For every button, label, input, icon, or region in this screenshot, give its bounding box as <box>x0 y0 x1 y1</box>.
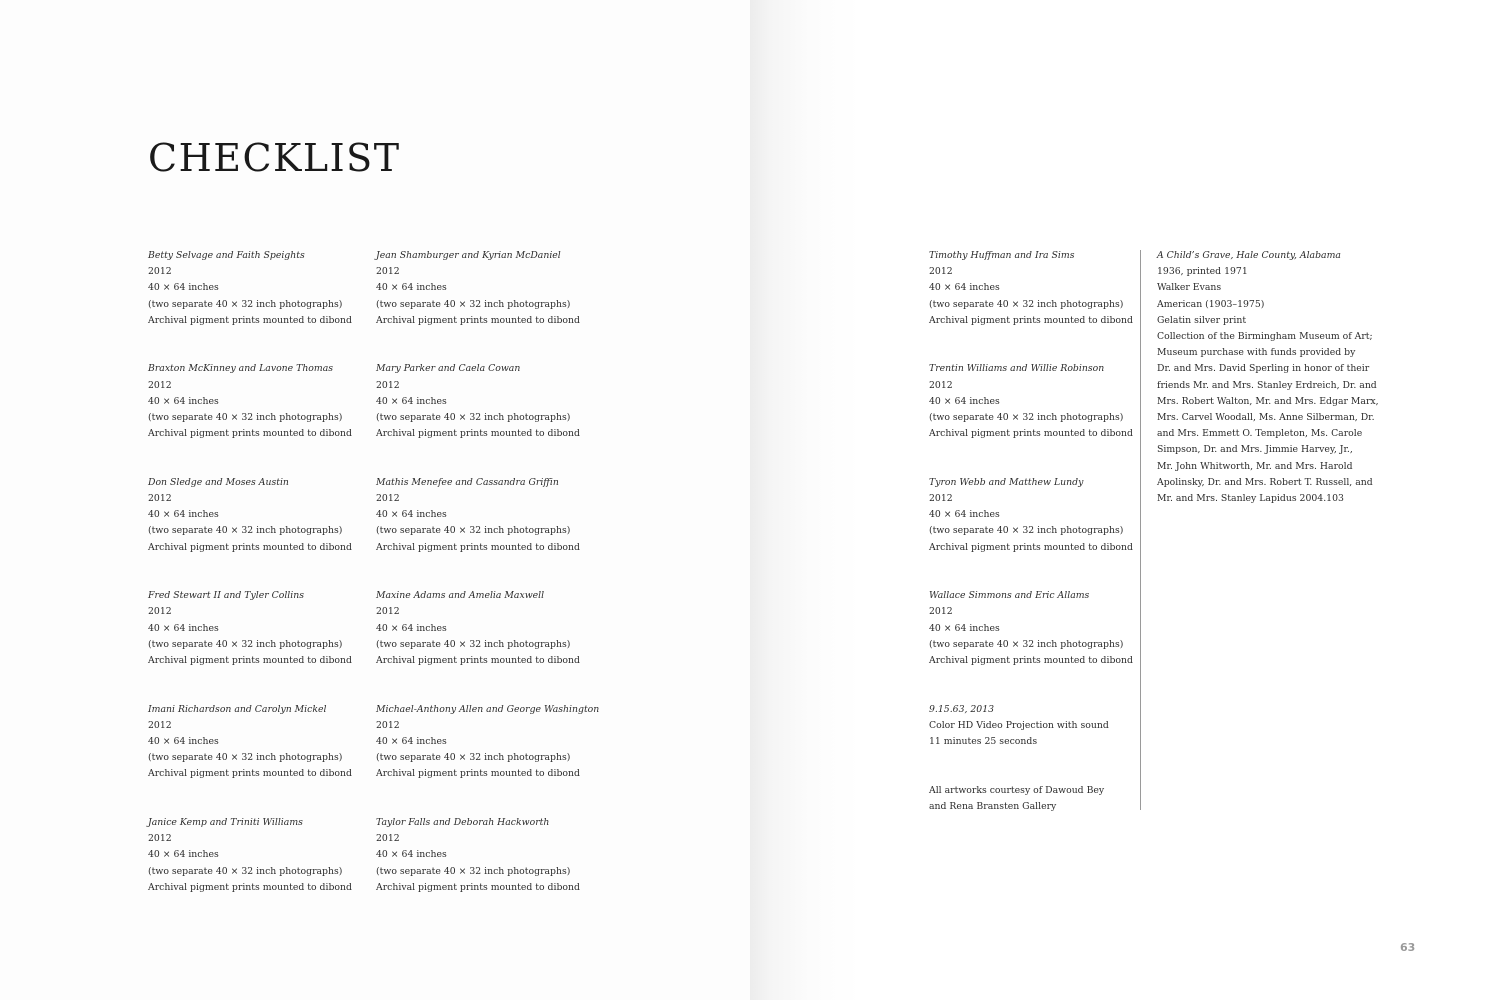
artwork-detail: 40 × 64 inches <box>376 736 447 748</box>
artwork-detail: 40 × 64 inches <box>376 849 447 861</box>
page-title: CHECKLIST <box>148 136 401 180</box>
artwork-title: Mary Parker and Caela Cowan <box>376 363 521 375</box>
artwork-detail: Archival pigment prints mounted to dibond <box>148 881 352 893</box>
artwork-detail: 2012 <box>376 379 400 391</box>
artwork-title: Michael-Anthony Allen and George Washington <box>376 703 600 715</box>
artwork-detail: 2012 <box>148 719 172 731</box>
artwork-detail: 40 × 64 inches <box>148 736 219 748</box>
checklist-entry <box>929 248 1134 329</box>
artwork-detail: Archival pigment prints mounted to dibond <box>929 655 1133 667</box>
artwork-detail: (two separate 40 × 32 inch photographs) <box>148 298 343 310</box>
artwork-detail: 40 × 64 inches <box>376 622 447 634</box>
artwork-detail: Archival pigment prints mounted to dibond <box>148 655 352 667</box>
artwork-detail: (two separate 40 × 32 inch photographs) <box>929 638 1124 650</box>
checklist-entry <box>376 702 606 783</box>
artwork-title: A Child’s Grave, Hale County, Alabama <box>1157 250 1341 261</box>
checklist-entry <box>148 248 363 329</box>
artwork-detail: Simpson, Dr. and Mrs. Jimmie Harvey, Jr., <box>1157 444 1353 456</box>
artwork-detail: 2012 <box>376 606 400 618</box>
artwork-detail: 40 × 64 inches <box>148 395 219 407</box>
artwork-detail: Archival pigment prints mounted to dibond <box>376 655 580 667</box>
checklist-entry <box>376 248 606 329</box>
checklist-column-1 <box>148 248 363 928</box>
artwork-detail: 2012 <box>148 493 172 505</box>
artwork-detail: 2012 <box>929 379 953 391</box>
artwork-detail: Walker Evans <box>1157 282 1222 294</box>
artwork-title: Wallace Simmons and Eric Allams <box>929 590 1090 602</box>
column-divider <box>1140 250 1141 810</box>
artwork-detail: 2012 <box>376 266 400 278</box>
artwork-title: Timothy Huffman and Ira Sims <box>929 250 1075 261</box>
artwork-detail: Archival pigment prints mounted to dibond <box>148 428 352 440</box>
artwork-detail: Collection of the Birmingham Museum of Art; <box>1157 331 1373 343</box>
artwork-detail: Archival pigment prints mounted to dibond <box>376 768 580 780</box>
artwork-detail: Color HD Video Projection with sound <box>929 719 1109 731</box>
artwork-detail: (two separate 40 × 32 inch photographs) <box>148 752 343 764</box>
artwork-title: 9.15.63, 2013 <box>929 703 995 715</box>
checklist-entry <box>929 361 1134 442</box>
checklist-column-2 <box>376 248 606 928</box>
artwork-detail: 2012 <box>929 266 953 278</box>
artwork-detail: 40 × 64 inches <box>148 622 219 634</box>
artwork-detail: (two separate 40 × 32 inch photographs) <box>929 412 1124 424</box>
artwork-detail: Mr. John Whitworth, Mr. and Mrs. Harold <box>1157 460 1353 472</box>
artwork-title: Don Sledge and Moses Austin <box>148 476 289 488</box>
artwork-detail: (two separate 40 × 32 inch photographs) <box>148 412 343 424</box>
artwork-title: Mathis Menefee and Cassandra Griffin <box>376 476 559 488</box>
artwork-detail: 2012 <box>929 606 953 618</box>
artwork-detail: 40 × 64 inches <box>929 509 1000 521</box>
artwork-title: Janice Kemp and Triniti Williams <box>148 817 303 829</box>
artwork-detail: (two separate 40 × 32 inch photographs) <box>376 752 571 764</box>
artwork-detail: Archival pigment prints mounted to dibond <box>929 314 1133 326</box>
artwork-title: Betty Selvage and Faith Speights <box>148 250 305 261</box>
artwork-detail: Archival pigment prints mounted to dibond <box>376 541 580 553</box>
artwork-detail: and Mrs. Emmett O. Templeton, Ms. Carole <box>1157 428 1363 440</box>
artwork-detail: (two separate 40 × 32 inch photographs) <box>929 525 1124 537</box>
artwork-detail: 40 × 64 inches <box>929 622 1000 634</box>
checklist-entry <box>929 588 1134 669</box>
artwork-detail: 40 × 64 inches <box>929 395 1000 407</box>
artwork-detail: 2012 <box>148 266 172 278</box>
artwork-detail: 40 × 64 inches <box>148 849 219 861</box>
artwork-title: Fred Stewart II and Tyler Collins <box>148 590 304 602</box>
artwork-detail: American (1903–1975) <box>1157 298 1265 310</box>
artwork-detail: 40 × 64 inches <box>148 282 219 294</box>
courtesy-line: All artworks courtesy of Dawoud Bey <box>929 785 1105 796</box>
artwork-detail: 40 × 64 inches <box>376 509 447 521</box>
artwork-detail: 2012 <box>376 833 400 845</box>
artwork-detail: Archival pigment prints mounted to dibond <box>148 768 352 780</box>
artwork-detail: Archival pigment prints mounted to dibond <box>148 541 352 553</box>
checklist-column-3 <box>929 248 1134 783</box>
artwork-detail: Archival pigment prints mounted to dibond <box>376 314 580 326</box>
artwork-detail: Archival pigment prints mounted to dibond <box>376 881 580 893</box>
artwork-title: Tyron Webb and Matthew Lundy <box>929 476 1084 488</box>
walker-evans-entry <box>1157 248 1379 507</box>
artwork-title: Taylor Falls and Deborah Hackworth <box>376 817 550 829</box>
artwork-detail: (two separate 40 × 32 inch photographs) <box>376 525 571 537</box>
checklist-entry <box>376 815 606 896</box>
artwork-detail: 2012 <box>376 493 400 505</box>
checklist-entry <box>376 588 606 669</box>
artwork-detail: Archival pigment prints mounted to dibond <box>376 428 580 440</box>
courtesy-line: and Rena Bransten Gallery <box>929 801 1057 813</box>
artwork-title: Imani Richardson and Carolyn Mickel <box>148 703 327 715</box>
artwork-detail: (two separate 40 × 32 inch photographs) <box>376 412 571 424</box>
artwork-detail: (two separate 40 × 32 inch photographs) <box>148 865 343 877</box>
artwork-detail: 40 × 64 inches <box>929 282 1000 294</box>
artwork-detail: Apolinsky, Dr. and Mrs. Robert T. Russell, and <box>1157 476 1373 488</box>
checklist-entry <box>148 588 363 669</box>
artwork-detail: (two separate 40 × 32 inch photographs) <box>929 298 1124 310</box>
artwork-detail: Archival pigment prints mounted to dibond <box>929 428 1133 440</box>
artwork-detail: (two separate 40 × 32 inch photographs) <box>148 638 343 650</box>
artwork-detail: 40 × 64 inches <box>148 509 219 521</box>
checklist-entry <box>148 475 363 556</box>
artwork-detail: Archival pigment prints mounted to dibond <box>148 314 352 326</box>
artwork-title: Trentin Williams and Willie Robinson <box>929 363 1105 375</box>
artwork-detail: Dr. and Mrs. David Sperling in honor of their <box>1157 363 1370 375</box>
artwork-title: Braxton McKinney and Lavone Thomas <box>148 363 334 375</box>
artwork-detail: Museum purchase with funds provided by <box>1157 347 1356 359</box>
artwork-detail: 2012 <box>929 493 953 505</box>
artwork-detail: (two separate 40 × 32 inch photographs) <box>376 638 571 650</box>
checklist-entry <box>929 702 1134 751</box>
artwork-detail: 40 × 64 inches <box>376 395 447 407</box>
checklist-entry <box>376 475 606 556</box>
artwork-detail: 2012 <box>148 379 172 391</box>
artwork-detail: 40 × 64 inches <box>376 282 447 294</box>
artwork-detail: Mrs. Carvel Woodall, Ms. Anne Silberman, Dr. <box>1157 412 1375 424</box>
checklist-entry <box>148 815 363 896</box>
page-number: 63 <box>1400 941 1416 954</box>
artwork-detail: (two separate 40 × 32 inch photographs) <box>376 298 571 310</box>
artwork-detail: (two separate 40 × 32 inch photographs) <box>148 525 343 537</box>
artwork-title: Jean Shamburger and Kyrian McDaniel <box>376 250 561 261</box>
artwork-detail: 2012 <box>148 833 172 845</box>
checklist-entry <box>148 361 363 442</box>
artwork-title: Maxine Adams and Amelia Maxwell <box>376 590 545 602</box>
checklist-entry <box>376 361 606 442</box>
artwork-detail: (two separate 40 × 32 inch photographs) <box>376 865 571 877</box>
artwork-detail: 1936, printed 1971 <box>1157 266 1248 278</box>
artwork-detail: 2012 <box>376 719 400 731</box>
checklist-entry <box>148 702 363 783</box>
artwork-detail: Mrs. Robert Walton, Mr. and Mrs. Edgar Marx, <box>1157 395 1379 407</box>
artwork-detail: friends Mr. and Mrs. Stanley Erdreich, Dr. and <box>1157 379 1377 391</box>
artwork-detail: Mr. and Mrs. Stanley Lapidus 2004.103 <box>1157 493 1344 505</box>
courtesy-note <box>929 783 1134 815</box>
artwork-detail: 11 minutes 25 seconds <box>929 736 1038 748</box>
artwork-detail: Archival pigment prints mounted to dibond <box>929 541 1133 553</box>
checklist-entry <box>929 475 1134 556</box>
artwork-detail: Gelatin silver print <box>1157 314 1247 326</box>
artwork-detail: 2012 <box>148 606 172 618</box>
